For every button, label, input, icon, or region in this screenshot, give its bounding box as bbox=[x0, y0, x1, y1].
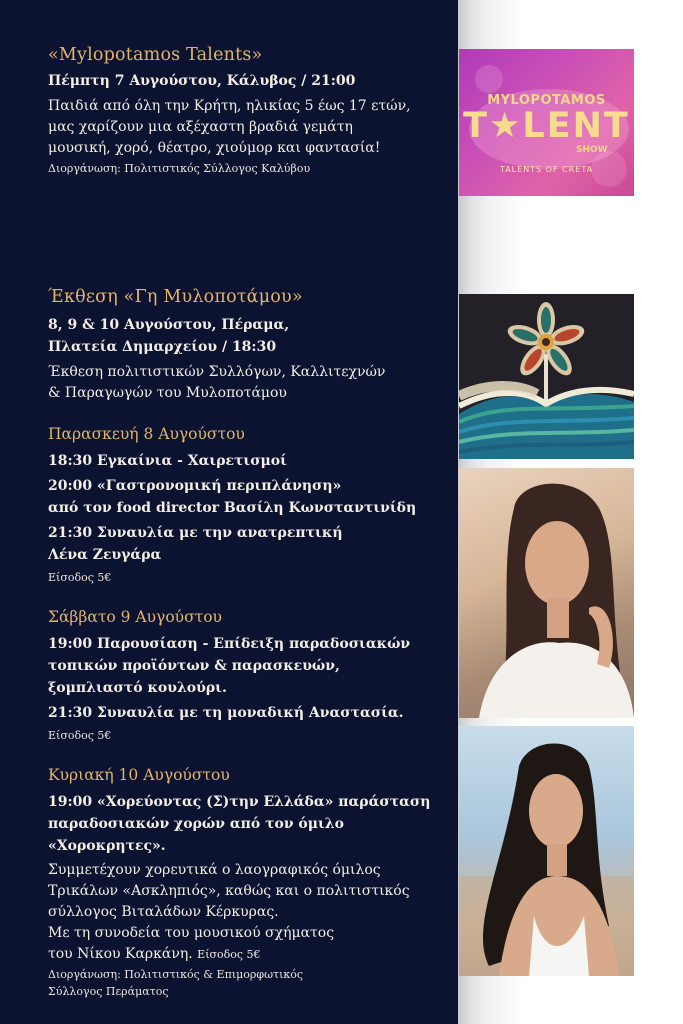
poster-line-show: SHOW bbox=[576, 145, 608, 155]
talents-desc-1: Παιδιά από όλη την Κρήτη, ηλικίας 5 έως 17 ετών, bbox=[48, 98, 411, 114]
sunday-desc-3: σύλλογος Βιταλάδων Κέρκυρας. bbox=[48, 904, 279, 920]
talents-organizer: Διοργάνωση: Πολιτιστικός Σύλλογος Καλύβου bbox=[48, 162, 311, 175]
talents-desc-3: μουσική, χορό, θέατρο, χιούμορ και φαντασία! bbox=[48, 140, 381, 156]
sunday-section bbox=[48, 764, 453, 1000]
sunday-desc-4: Με τη συνοδεία του μουσικού σχήματος bbox=[48, 925, 335, 941]
singer-photo-2 bbox=[459, 726, 634, 976]
sunday-event-1-line1: 19:00 «Χορεύοντας (Σ)την Ελλάδα» παράσταση bbox=[48, 794, 431, 810]
saturday-event-1-line2: τοπικών προϊόντων & παρασκευών, bbox=[48, 658, 340, 674]
portrait-illustration-1 bbox=[459, 468, 634, 718]
friday-entry: Είσοδος 5€ bbox=[48, 571, 112, 584]
talent-show-poster bbox=[459, 49, 634, 196]
friday-event-3-line2: Λένα Ζευγάρα bbox=[48, 547, 162, 563]
saturday-event-1-line3: ξομπλιαστό κουλούρι. bbox=[48, 680, 227, 696]
friday-heading: Παρασκευή 8 Αυγούστου bbox=[48, 425, 245, 443]
expo-section bbox=[48, 284, 453, 404]
poster-line-talents-of-creta: TALENTS OF CRETA bbox=[499, 165, 594, 174]
expo-title: Έκθεση «Γη Μυλοποτάμου» bbox=[48, 287, 303, 307]
sunday-entry: Είσοδος 5€ bbox=[197, 948, 261, 961]
friday-event-2-line2: από τον food director Βασίλη Κωνσταντινίδη bbox=[48, 500, 417, 516]
sunday-desc-5 bbox=[48, 944, 453, 965]
talents-desc-2: μας χαρίζουν μια αξέχαστη βραδιά γεμάτη bbox=[48, 119, 353, 135]
friday-event-2-line1: 20:00 «Γαστρονομική περιπλάνηση» bbox=[48, 478, 342, 494]
sunday-organizer-1: Διοργάνωση: Πολιτιστικός & Επιμορφωτικός bbox=[48, 968, 304, 981]
sunday-event-1-line2: παραδοσιακών χορών από τον όμιλο «Χοροκρητες». bbox=[48, 816, 344, 854]
sunday-desc-1: Συμμετέχουν χορευτικά ο λαογραφικός όμιλος bbox=[48, 862, 381, 878]
talents-title: «Mylopotamos Talents» bbox=[48, 45, 263, 65]
sunday-desc-5-text: του Νίκου Καρκάνη. bbox=[48, 946, 193, 962]
portrait-illustration-2 bbox=[459, 726, 634, 976]
saturday-section bbox=[48, 606, 453, 744]
friday-section bbox=[48, 423, 453, 586]
saturday-event-1-line1: 19:00 Παρουσίαση - Επίδειξη παραδοσιακών bbox=[48, 636, 411, 652]
friday-event-3-line1: 21:30 Συναυλία με την ανατρεπτική bbox=[48, 525, 343, 541]
talents-section bbox=[48, 42, 453, 177]
flower-landscape-illustration bbox=[459, 294, 634, 459]
expo-desc-1: Έκθεση πολιτιστικών Συλλόγων, Καλλιτεχνών bbox=[48, 364, 386, 380]
saturday-event-2: 21:30 Συναυλία με τη μοναδική Αναστασία. bbox=[48, 705, 404, 721]
talents-when: Πέμπτη 7 Αυγούστου, Κάλυβος / 21:00 bbox=[48, 73, 356, 89]
expo-when-1: 8, 9 & 10 Αυγούστου, Πέραμα, bbox=[48, 317, 290, 333]
sunday-desc-2: Τρικάλων «Ασκληπιός», καθώς και ο πολιτιστικός bbox=[48, 883, 410, 899]
poster-line-talent: T★LENT bbox=[463, 106, 630, 146]
sunday-organizer-2: Σύλλογος Περάματος bbox=[48, 985, 169, 998]
friday-event-1: 18:30 Εγκαίνια - Χαιρετισμοί bbox=[48, 453, 287, 469]
expo-artwork bbox=[459, 294, 634, 459]
poster-line-mylopotamos: MYLOPOTAMOS bbox=[487, 93, 606, 108]
sunday-heading: Κυριακή 10 Αυγούστου bbox=[48, 766, 230, 784]
singer-photo-1 bbox=[459, 468, 634, 718]
saturday-heading: Σάββατο 9 Αυγούστου bbox=[48, 608, 222, 626]
expo-desc-2: & Παραγωγών του Μυλοποτάμου bbox=[48, 385, 287, 401]
saturday-entry: Είσοδος 5€ bbox=[48, 729, 112, 742]
expo-when-2: Πλατεία Δημαρχείου / 18:30 bbox=[48, 339, 277, 355]
